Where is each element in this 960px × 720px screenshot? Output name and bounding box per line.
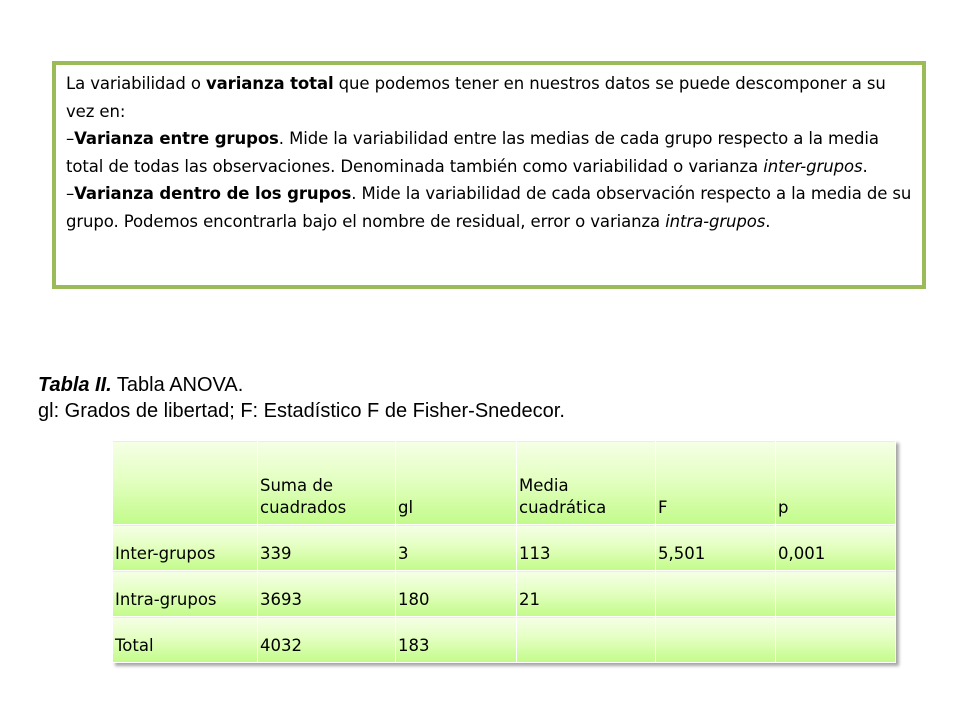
table-cell: Inter-grupos [113,525,258,571]
between-groups-text: . Mide la variabilidad entre las medias de cada grupo respecto a la media total de todas las observaciones. Denominada también como variabilidad o varianza [66,129,879,176]
between-groups-term: Varianza entre grupos [74,129,279,149]
caption-label: Tabla II. [38,374,112,396]
period: . [765,211,771,231]
dash: – [66,184,75,204]
table-cell: 339 [258,525,396,571]
table-header-cell: F [656,441,776,525]
table-row [113,525,896,571]
intro-paragraph [66,70,912,125]
table-row [113,571,896,617]
table-caption [38,372,565,424]
within-groups-text: . Mide la variabilidad de cada observación respecto a la media de su grupo. Podemos encontrarla bajo el nombre de residual, error o varianza [66,184,912,231]
within-groups-term: Varianza dentro de los grupos [74,184,352,204]
table-cell: Total [113,617,258,663]
table-cell [517,617,656,663]
table-cell: 180 [396,571,517,617]
caption-note: gl: Grados de libertad; F: Estadístico F de Fisher-Snedecor. [38,400,565,422]
inter-grupos-term: inter-grupos [763,156,863,176]
table-cell: 4032 [258,617,396,663]
table-cell: 3693 [258,571,396,617]
table-cell: 183 [396,617,517,663]
dash: – [66,129,75,149]
table-cell: 0,001 [776,525,896,571]
between-groups-paragraph [66,125,912,180]
intro-text: La variabilidad o [66,74,206,93]
table-header-cell: gl [396,441,517,525]
caption-title: Tabla ANOVA. [111,374,244,396]
table-cell [656,571,776,617]
table-cell: Intra-grupos [113,571,258,617]
table-cell [656,617,776,663]
table-header-cell: Suma de cuadrados [258,441,396,525]
anova-table [112,440,896,663]
table-cell: 3 [396,525,517,571]
table-row [113,617,896,663]
intro-bold-term: varianza total [205,74,334,93]
table-cell [776,571,896,617]
caption-line-1 [38,372,565,398]
table-cell: 21 [517,571,656,617]
table-header-row [113,441,896,525]
table-header-cell: Media cuadrática [517,441,656,525]
table-header-cell [113,441,258,525]
table-cell [776,617,896,663]
within-groups-paragraph [66,180,912,235]
table-cell: 5,501 [656,525,776,571]
period: . [862,156,868,176]
intro-text-end: que podemos tener en nuestros datos se puede descomponer a su vez en: [66,74,886,121]
table-cell: 113 [517,525,656,571]
intra-grupos-term: intra-grupos [665,211,766,231]
table-header-cell: p [776,441,896,525]
anova-explanation-box [52,61,926,289]
